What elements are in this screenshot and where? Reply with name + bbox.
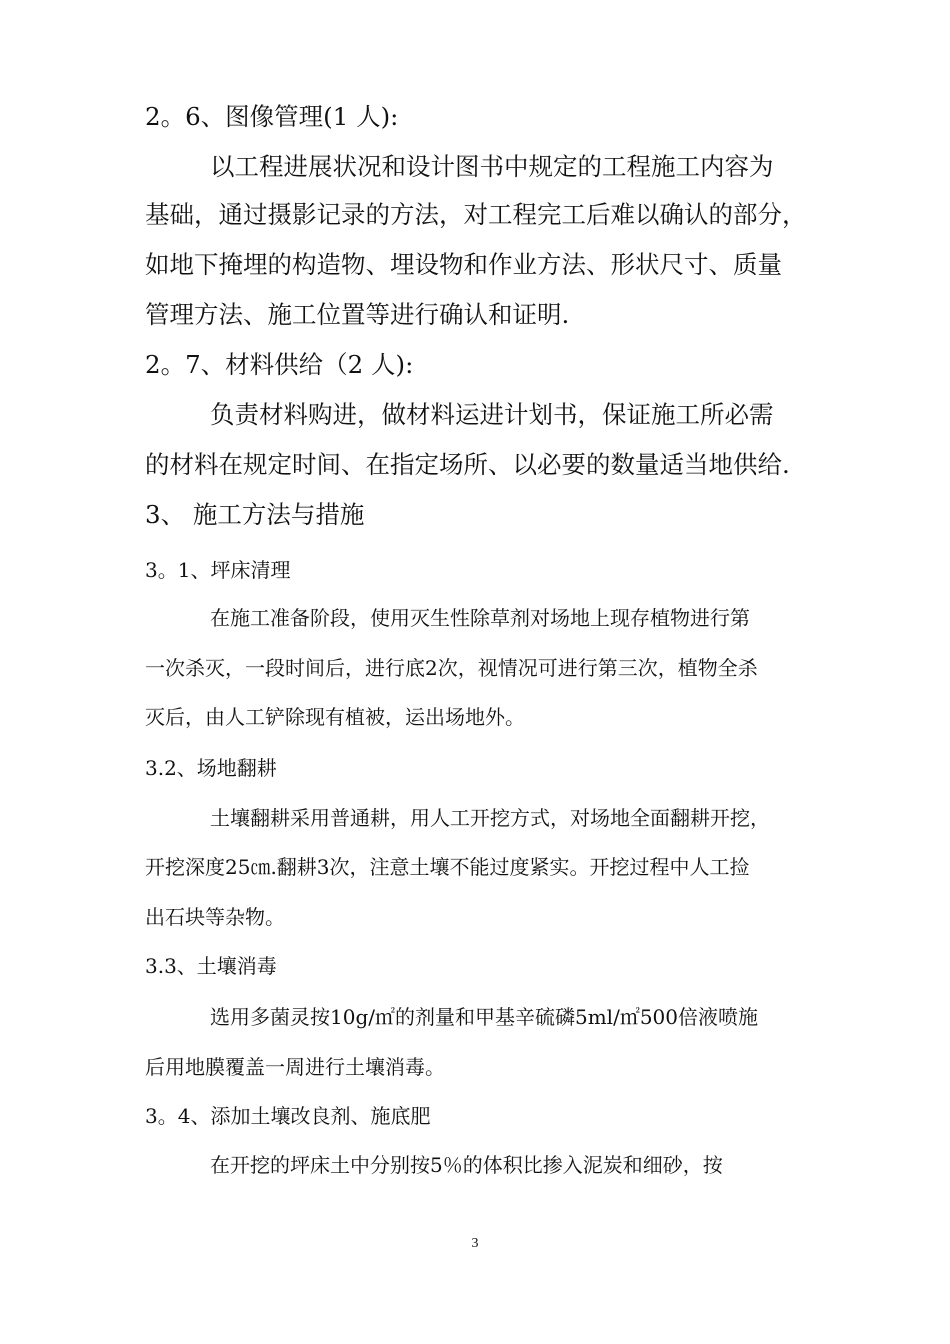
paragraph-line: 如地下掩埋的构造物、埋设物和作业方法、形状尺寸、质量 xyxy=(145,250,782,279)
heading-3-3: 3.3、土壤消毒 xyxy=(145,954,277,978)
heading-2-7: 2。7、材料供给（2 人): xyxy=(145,350,414,379)
paragraph-line: 开挖深度25㎝.翻耕3次，注意土壤不能过度紧实。开挖过程中人工捡 xyxy=(145,855,750,879)
paragraph-line: 灭后，由人工铲除现有植被，运出场地外。 xyxy=(145,705,525,729)
paragraph-line: 选用多菌灵按10g/㎡的剂量和甲基辛硫磷5ml/㎡500倍液喷施 xyxy=(210,1005,758,1029)
section-heading-3: 3、 施工方法与措施 xyxy=(145,500,365,529)
paragraph-line: 的材料在规定时间、在指定场所、以必要的数量适当地供给. xyxy=(145,450,790,479)
heading-3-4: 3。4、添加土壤改良剂、施底肥 xyxy=(145,1104,431,1128)
paragraph-line: 负责材料购进，做材料运进计划书，保证施工所必需 xyxy=(210,400,774,429)
paragraph-line: 基础，通过摄影记录的方法，对工程完工后难以确认的部分， xyxy=(145,200,807,229)
paragraph-line: 以工程进展状况和设计图书中规定的工程施工内容为 xyxy=(210,152,774,181)
paragraph-line: 土壤翻耕采用普通耕，用人工开挖方式，对场地全面翻耕开挖， xyxy=(210,806,770,830)
heading-3-1: 3。1、坪床清理 xyxy=(145,558,291,582)
page-number: 3 xyxy=(471,1236,479,1251)
paragraph-line: 出石块等杂物。 xyxy=(145,905,285,929)
paragraph-line: 一次杀灭，一段时间后，进行底2次，视情况可进行第三次，植物全杀 xyxy=(145,656,758,680)
heading-2-6: 2。6、图像管理(1 人): xyxy=(145,102,399,131)
paragraph-line: 后用地膜覆盖一周进行土壤消毒。 xyxy=(145,1055,445,1079)
paragraph-line: 管理方法、施工位置等进行确认和证明. xyxy=(145,300,570,329)
paragraph-line: 在施工准备阶段，使用灭生性除草剂对场地上现存植物进行第 xyxy=(210,606,750,630)
heading-3-2: 3.2、场地翻耕 xyxy=(145,756,277,780)
paragraph-line: 在开挖的坪床土中分别按5％的体积比掺入泥炭和细砂，按 xyxy=(210,1153,723,1177)
